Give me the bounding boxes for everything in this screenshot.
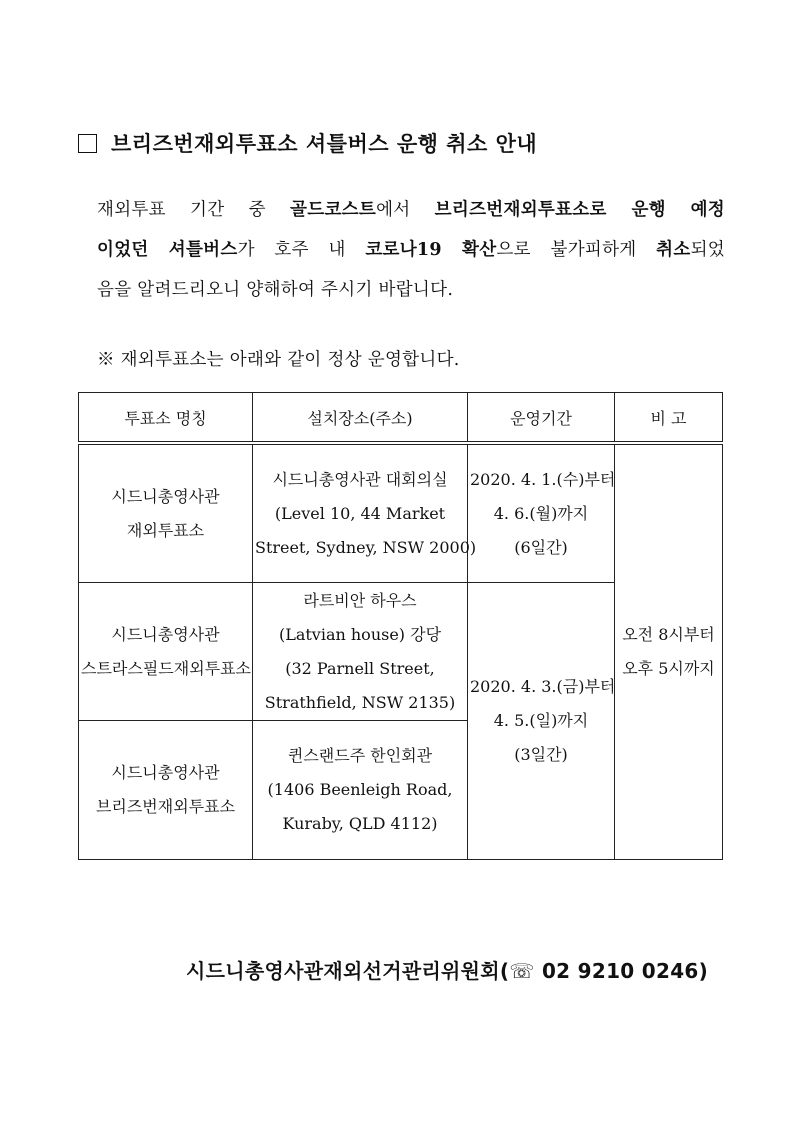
polling-station-table — [78, 392, 723, 860]
location-line: 시드니총영사관 대회의실 — [272, 469, 448, 489]
period-cell — [468, 583, 615, 860]
station-name-line: 스트라스필드재외투표소 — [81, 658, 252, 678]
paragraph-line-2 — [97, 230, 725, 270]
period-cell — [468, 443, 615, 583]
station-name-line: 시드니총영사관 — [111, 763, 220, 782]
notice-paragraph — [97, 190, 725, 310]
location-line: (32 Parnell Street, — [285, 658, 435, 678]
table-row — [79, 443, 723, 583]
station-name-cell — [79, 443, 253, 583]
location-cell — [253, 721, 468, 860]
station-name-cell — [79, 721, 253, 860]
header-location: 설치장소(주소) — [253, 393, 468, 444]
operation-note: ※ 재외투표소는 아래와 같이 정상 운영합니다. — [97, 350, 460, 370]
header-period: 운영기간 — [468, 393, 615, 444]
location-cell — [253, 443, 477, 583]
remarks-line: 오전 8시부터 — [622, 625, 715, 644]
period-line: 4. 5.(일)까지 — [493, 711, 589, 730]
station-name-cell — [79, 583, 253, 721]
footer-organization — [186, 955, 708, 984]
text-segment: 에서 — [376, 200, 435, 220]
location-line: (1406 Beenleigh Road, — [267, 780, 453, 799]
text-segment: 재외투표 기간 중 — [97, 200, 291, 220]
header-station-name: 투표소 명칭 — [79, 393, 253, 444]
header-remarks: 비 고 — [615, 393, 723, 444]
text-bold-gold-coast: 골드코스트 — [290, 200, 377, 220]
station-name-line: 브리즈번재외투표소 — [95, 797, 236, 816]
table-header-row — [79, 393, 723, 444]
page-title — [78, 128, 537, 158]
title-text: 브리즈번재외투표소 셔틀버스 운행 취소 안내 — [111, 132, 538, 156]
location-line: 라트비안 하우스 — [303, 590, 417, 610]
location-cell — [253, 583, 468, 721]
paragraph-line-1 — [97, 190, 725, 230]
text-segment: 되었 — [690, 240, 725, 260]
period-line: (6일간) — [514, 537, 568, 557]
phone-number: 02 9210 0246) — [534, 959, 709, 983]
text-bold-covid: 코로나19 확산 — [365, 240, 497, 260]
period-line: 2020. 4. 1.(수)부터 — [470, 469, 616, 489]
station-name-line: 재외투표소 — [126, 520, 205, 540]
organization-name: 시드니총영사관재외선거관리위원회( — [186, 959, 510, 983]
text-segment: 가 호주 내 — [237, 240, 366, 260]
location-line: (Latvian house) 강당 — [278, 624, 442, 644]
station-name-line: 시드니총영사관 — [111, 624, 220, 644]
period-line: 4. 6.(월)까지 — [493, 503, 589, 523]
location-line: Street, Sydney, NSW 2000) — [255, 537, 477, 557]
station-name-line: 시드니총영사관 — [111, 486, 220, 506]
checkbox-square-icon — [78, 134, 97, 153]
text-bold-route: 브리즈번재외투표소로 운행 예정 — [434, 200, 725, 220]
text-segment: 으로 불가피하게 — [496, 240, 657, 260]
remarks-cell — [615, 443, 723, 860]
remarks-line: 오후 5시까지 — [622, 659, 715, 678]
period-line: 2020. 4. 3.(금)부터 — [470, 677, 616, 696]
paragraph-line-3: 음을 알려드리오니 양해하여 주시기 바랍니다. — [97, 280, 454, 300]
phone-icon: ☏ — [509, 959, 535, 983]
period-line: (3일간) — [514, 745, 568, 764]
text-bold-shuttle: 이었던 셔틀버스 — [97, 240, 238, 260]
location-line: Strathfield, NSW 2135) — [264, 692, 456, 712]
location-line: (Level 10, 44 Market — [274, 503, 446, 523]
location-line: Kuraby, QLD 4112) — [282, 814, 438, 833]
text-bold-cancel: 취소 — [656, 240, 691, 260]
location-line: 퀸스랜드주 한인회관 — [287, 746, 433, 765]
